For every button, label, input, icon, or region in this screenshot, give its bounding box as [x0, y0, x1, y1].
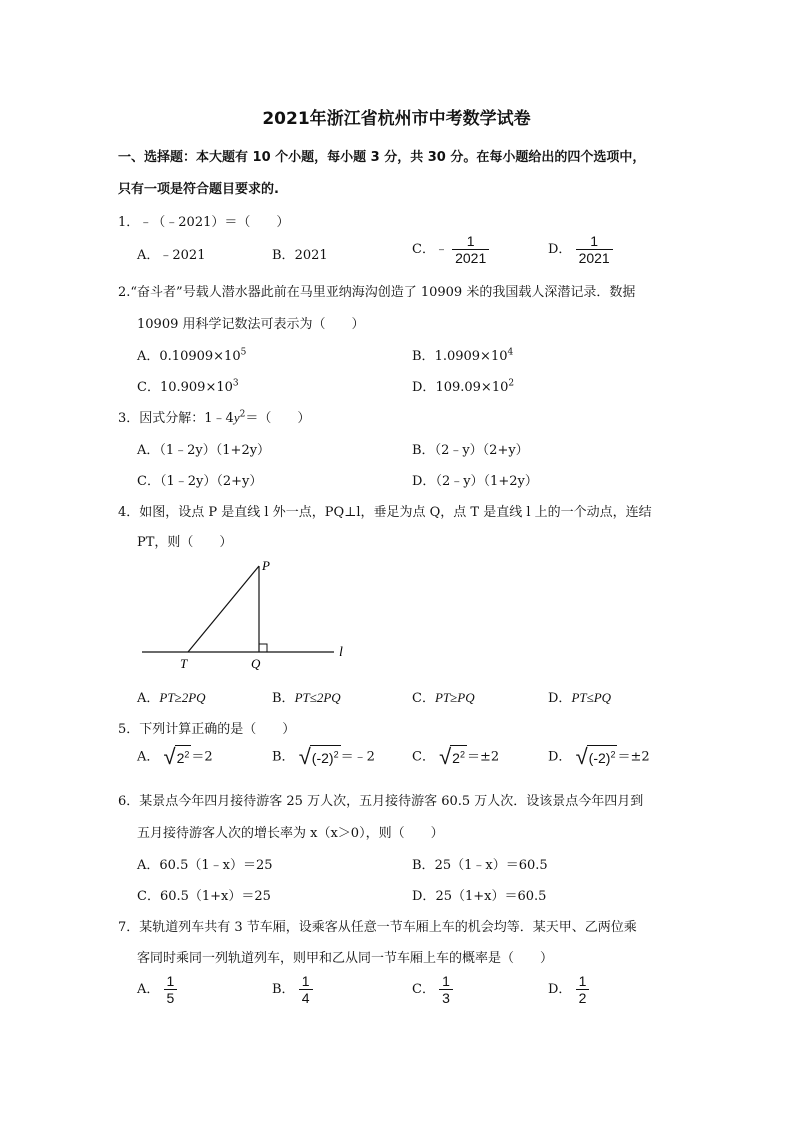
q1-c-fraction: $\frac{1}{2021}$ [452, 233, 489, 266]
q1-option-a: A．﹣2021 [137, 248, 206, 263]
q4-option-b: B．PT≤2PQ [272, 690, 341, 706]
q4-option-a: A．PT≥2PQ [137, 690, 206, 706]
q5-a-sqrt: √ $2^2$ [163, 744, 190, 769]
q3-option-b: B．（2﹣y）（2+y） [412, 443, 529, 458]
q5-option-b: B． √ $(-2)^2$ ＝﹣2 [272, 744, 375, 769]
q6-option-a: A．60.5（1﹣x）＝25 [137, 858, 273, 873]
section-header-line2: 只有一项是符合题目要求的. [118, 182, 279, 197]
q7-option-c: C． $\frac{1}{3}$ [412, 973, 453, 1006]
q1-d-fraction: $\frac{1}{2021}$ [576, 233, 613, 266]
q4-option-d: D．PT≤PQ [548, 690, 612, 706]
q4-figure [138, 556, 358, 674]
q5-option-a: A． √ $2^2$ ＝2 [137, 744, 213, 769]
q4-option-c: C．PT≥PQ [412, 690, 475, 706]
q3-stem: 3．因式分解：$1﹣4y^2=$（ ） [118, 409, 311, 426]
q5-stem: 5．下列计算正确的是（ ） [118, 722, 296, 737]
q6-option-b: B．25（1﹣x）＝60.5 [412, 858, 548, 873]
right-angle-mark [259, 644, 267, 652]
section-header-line1: 一、选择题：本大题有 10 个小题，每小题 3 分，共 30 分。在每小题给出的四个选项中， [118, 150, 646, 165]
q7-option-d: D． $\frac{1}{2}$ [548, 973, 589, 1006]
q1-stem: 1．﹣（﹣2021）＝（ ） [118, 215, 290, 230]
q2-stem-line1: 2.“奋斗者”号载人潜水器此前在马里亚纳海沟创造了 10909 米的我国载人深潜记录．数据 [118, 285, 636, 300]
q1-option-b: B．2021 [272, 248, 328, 263]
q3-option-c: C．（1﹣2y）（2+y） [137, 474, 263, 489]
q6-stem-line1: 6．某景点今年四月接待游客 25 万人次，五月接待游客 60.5 万人次．设该景点今年四月到 [118, 794, 644, 809]
q3-option-a: A．（1﹣2y）（1+2y） [137, 443, 271, 458]
q4-stem-line1: 4．如图，设点 P 是直线 l 外一点，PQ⊥l，垂足为点 Q，点 T 是直线 l 上的一个动点，连结 [118, 505, 652, 520]
q5-b-sqrt: √ $(-2)^2$ [298, 744, 339, 769]
q7-stem-line1: 7．某轨道列车共有 3 节车厢，设乘客从任意一节车厢上车的机会均等．某天甲、乙两位乘 [118, 920, 637, 935]
q7-a-fraction: $\frac{1}{5}$ [164, 973, 178, 1006]
q2-option-b: B．$1.0909\times 10^4$ [412, 347, 514, 364]
page-title: 2021年浙江省杭州市中考数学试卷 [262, 109, 531, 129]
q5-option-d: D． √ $(-2)^2$ ＝±2 [548, 744, 650, 769]
q5-d-sqrt: √ $(-2)^2$ [575, 744, 616, 769]
q6-option-d: D．25（1+x）＝60.5 [412, 889, 547, 904]
q7-option-a: A． $\frac{1}{5}$ [137, 973, 177, 1006]
q7-b-fraction: $\frac{1}{4}$ [299, 973, 313, 1006]
q2-option-c: C．$10.909\times 10^3$ [137, 378, 239, 395]
q5-c-sqrt: √ $2^2$ [439, 744, 465, 769]
q2-stem-line2: 10909 用科学记数法可表示为（ ） [137, 317, 365, 332]
point-p-label: P [262, 558, 270, 573]
q7-d-fraction: $\frac{1}{2}$ [576, 973, 590, 1006]
q6-stem-line2: 五月接待游客人次的增长率为 x（x＞0），则（ ） [137, 826, 444, 841]
q3-option-d: D．（2﹣y）（1+2y） [412, 474, 538, 489]
segment-pt [188, 566, 259, 652]
q2-option-a: A．$0.10909\times 10^5$ [137, 347, 247, 364]
point-q-label: Q [251, 656, 261, 671]
point-t-label: T [180, 656, 188, 671]
q7-option-b: B． $\frac{1}{4}$ [272, 973, 313, 1006]
line-l-label: l [339, 645, 343, 660]
q7-c-fraction: $\frac{1}{3}$ [439, 973, 453, 1006]
q1-option-d: D． $\frac{1}{2021}$ [548, 233, 613, 266]
q5-option-c: C． √ $2^2$ ＝±2 [412, 744, 500, 769]
q2-option-d: D．$109.09\times 10^2$ [412, 378, 515, 395]
q1-option-c: C．﹣ $\frac{1}{2021}$ [412, 233, 489, 266]
q7-stem-line2: 客同时乘同一列轨道列车，则甲和乙从同一节车厢上车的概率是（ ） [137, 951, 554, 966]
q4-stem-line2: PT，则（ ） [137, 535, 233, 550]
q6-option-c: C．60.5（1+x）＝25 [137, 889, 271, 904]
